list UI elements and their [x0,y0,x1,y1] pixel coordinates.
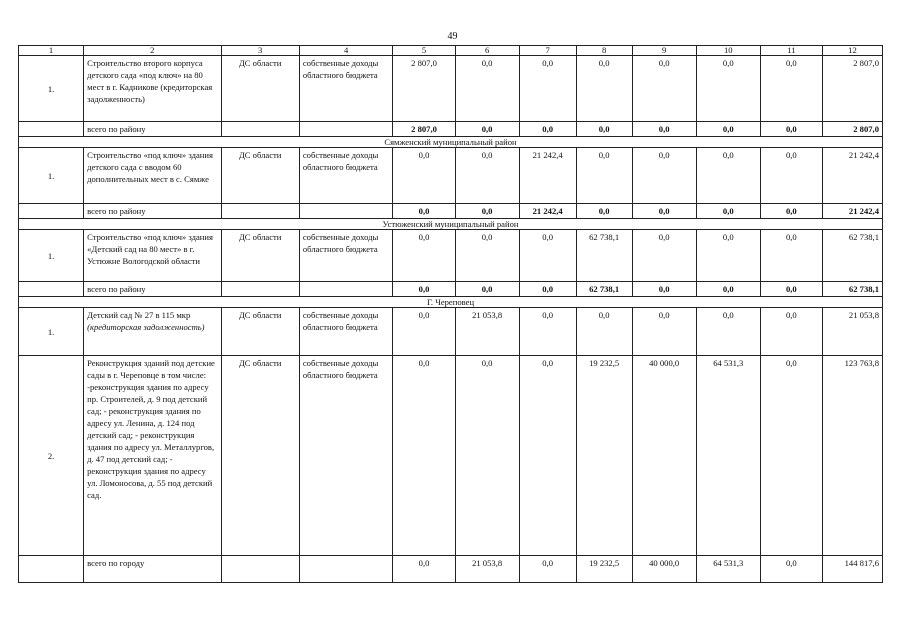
header-cell: 2 [84,46,221,56]
section-heading: Устюженский муниципальный район [19,219,883,230]
subtotal-row [19,122,883,137]
value-cell: 0,0 [760,356,822,556]
value-cell: 0,0 [393,308,455,356]
subtotal-row [19,204,883,219]
header-cell: 12 [822,46,882,56]
city-total-value: 0,0 [519,556,576,583]
subtotal-value: 0,0 [760,122,822,137]
header-row [19,46,883,56]
value-cell: 19 232,5 [576,356,632,556]
value-cell: 62 738,1 [576,230,632,282]
subtotal-value: 0,0 [760,204,822,219]
subtotal-value: 0,0 [696,122,760,137]
total-value-cell: 2 807,0 [822,56,882,122]
section-heading: Г. Череповец [19,297,883,308]
value-cell: 0,0 [696,148,760,204]
section-heading-row [19,219,883,230]
section-heading-row [19,297,883,308]
total-value-cell: 21 053,8 [822,308,882,356]
recipient-cell: ДС области [221,56,299,122]
funding-source-cell: собственные доходы областного бюджета [299,308,393,356]
item-description: Строительство «под ключ» здания детского сада с вводом 60 дополнительных мест в с. Сямже [84,148,221,204]
budget-table-wrapper [18,45,883,583]
city-total-row [19,556,883,583]
value-cell: 0,0 [455,230,519,282]
subtotal-value: 0,0 [519,282,576,297]
page-number: 49 [447,31,458,42]
subtotal-label: всего по району [84,122,221,137]
total-value-cell: 21 242,4 [822,148,882,204]
city-total-value: 144 817,6 [822,556,882,583]
value-cell: 2 807,0 [393,56,455,122]
value-cell: 0,0 [760,56,822,122]
header-cell: 8 [576,46,632,56]
header-cell: 7 [519,46,576,56]
subtotal-value: 21 242,4 [822,204,882,219]
value-cell: 64 531,3 [696,356,760,556]
value-cell: 0,0 [393,356,455,556]
value-cell: 0,0 [632,230,696,282]
city-total-label: всего по городу [84,556,221,583]
total-value-cell: 62 738,1 [822,230,882,282]
header-cell: 1 [19,46,84,56]
value-cell: 21 053,8 [455,308,519,356]
item-description: Строительство второго корпуса детского сада «под ключ» на 80 мест в г. Кадникове (кредиторская задолженность) [84,56,221,122]
value-cell: 0,0 [576,308,632,356]
city-total-value: 64 531,3 [696,556,760,583]
value-cell: 0,0 [393,230,455,282]
subtotal-label: всего по району [84,282,221,297]
subtotal-value: 21 242,4 [519,204,576,219]
funding-source-cell: собственные доходы областного бюджета [299,356,393,556]
recipient-cell: ДС области [221,356,299,556]
subtotal-label: всего по району [84,204,221,219]
table-row [19,230,883,282]
subtotal-value: 62 738,1 [822,282,882,297]
header-cell: 5 [393,46,455,56]
value-cell: 0,0 [632,308,696,356]
row-number: 2. [19,356,84,556]
value-cell: 0,0 [519,356,576,556]
subtotal-value: 2 807,0 [822,122,882,137]
value-cell: 0,0 [696,56,760,122]
total-value-cell: 123 763,8 [822,356,882,556]
value-cell: 40 000,0 [632,356,696,556]
value-cell: 0,0 [519,230,576,282]
row-number: 1. [19,230,84,282]
city-total-value: 0,0 [393,556,455,583]
subtotal-value: 0,0 [393,282,455,297]
header-cell: 6 [455,46,519,56]
value-cell: 0,0 [760,148,822,204]
subtotal-row [19,282,883,297]
value-cell: 0,0 [632,148,696,204]
subtotal-value: 0,0 [393,204,455,219]
header-cell: 11 [760,46,822,56]
item-description [84,308,221,356]
subtotal-value: 0,0 [455,282,519,297]
value-cell: 21 242,4 [519,148,576,204]
value-cell: 0,0 [760,308,822,356]
value-cell: 0,0 [393,148,455,204]
value-cell: 0,0 [519,308,576,356]
subtotal-value: 0,0 [455,204,519,219]
subtotal-value: 62 738,1 [576,282,632,297]
header-cell: 4 [299,46,393,56]
section-heading: Сямженский муниципальный район [19,137,883,148]
subtotal-value: 0,0 [455,122,519,137]
subtotal-value: 0,0 [696,204,760,219]
row-number: 1. [19,148,84,204]
header-cell: 10 [696,46,760,56]
value-cell: 0,0 [455,56,519,122]
subtotal-value: 2 807,0 [393,122,455,137]
value-cell: 0,0 [760,230,822,282]
budget-table [18,45,883,583]
subtotal-value: 0,0 [632,122,696,137]
recipient-cell: ДС области [221,308,299,356]
value-cell: 0,0 [455,148,519,204]
item-description-note: (кредиторская задолженность) [87,322,205,332]
recipient-cell: ДС области [221,230,299,282]
row-number: 1. [19,56,84,122]
value-cell: 0,0 [632,56,696,122]
subtotal-value: 0,0 [576,122,632,137]
row-number: 1. [19,308,84,356]
section-heading-row [19,137,883,148]
table-row [19,308,883,356]
item-description-main: Детский сад № 27 в 115 мкр [87,310,191,320]
subtotal-value: 0,0 [576,204,632,219]
subtotal-value: 0,0 [632,204,696,219]
value-cell: 0,0 [576,56,632,122]
funding-source-cell: собственные доходы областного бюджета [299,56,393,122]
item-description: Реконструкция зданий под детские сады в г. Череповце в том числе: -реконструкция здания по адресу пр. Строителей, д. 9 под детский сад; - реконструкция здания по адресу ул. Ленина, д. 124 под детский сад; - реконструкция здания по адресу ул. Металлургов, д. 47 под детский сад; - реконструкция здания по адресу ул. Ломоносова, д. 55 под детский сад. [84,356,221,556]
table-row [19,356,883,556]
value-cell: 0,0 [696,308,760,356]
city-total-value: 40 000,0 [632,556,696,583]
table-row [19,56,883,122]
subtotal-value: 0,0 [519,122,576,137]
recipient-cell: ДС области [221,148,299,204]
funding-source-cell: собственные доходы областного бюджета [299,230,393,282]
subtotal-value: 0,0 [760,282,822,297]
value-cell: 0,0 [696,230,760,282]
city-total-value: 19 232,5 [576,556,632,583]
city-total-value: 21 053,8 [455,556,519,583]
header-cell: 3 [221,46,299,56]
item-description: Строительство «под ключ» здания «Детский сад на 80 мест» в г. Устюжне Вологодской области [84,230,221,282]
value-cell: 0,0 [519,56,576,122]
subtotal-value: 0,0 [632,282,696,297]
value-cell: 0,0 [455,356,519,556]
table-row [19,148,883,204]
funding-source-cell: собственные доходы областного бюджета [299,148,393,204]
subtotal-value: 0,0 [696,282,760,297]
header-cell: 9 [632,46,696,56]
city-total-value: 0,0 [760,556,822,583]
value-cell: 0,0 [576,148,632,204]
